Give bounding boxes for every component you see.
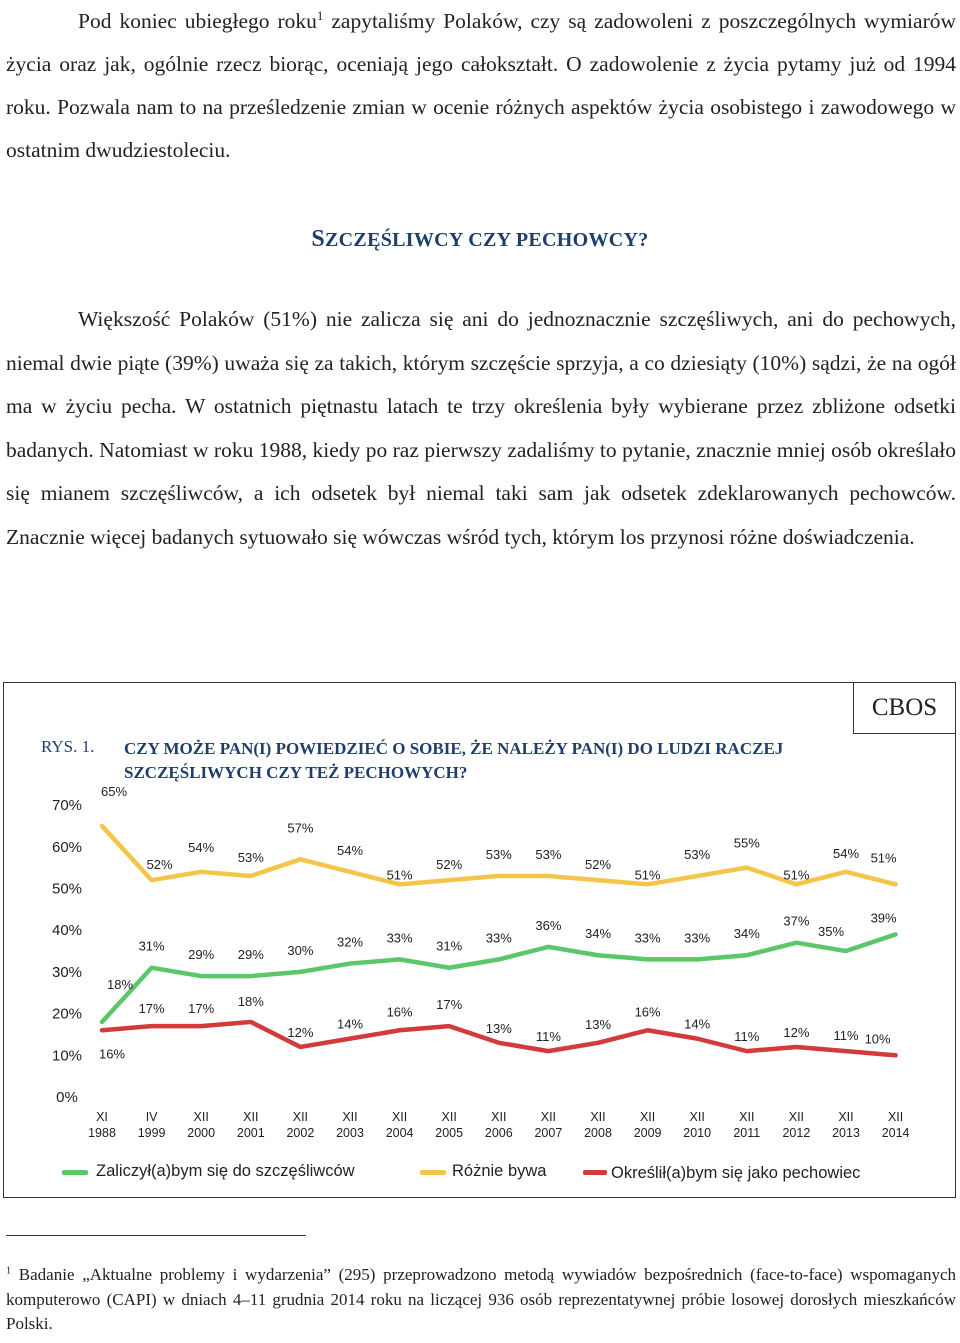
y-tick-label: 20% — [51, 1005, 83, 1023]
data-label: 17% — [436, 997, 463, 1013]
body-paragraph-text: Większość Polaków (51%) nie zalicza się ani do jednoznacznie szczęśliwych, ani do pechowych, niemal dwie piąte (39%) uważa się za takich, którym szczęście sprzyja, a co dziesiąty (10%) sądzi, że na ogół ma w życiu pecha. W ostatnich piętnastu latach te trzy określenia były wybierane przez zbliżone odsetki badanych. Natomiast w roku 1988, kiedy po raz pierwszy zadaliśmy to pytanie, znacznie mniej osób określało się mianem szczęśliwców, a ich odsetek był niemal taki sam jak odsetek zdeklarowanych pechowców. Znacznie więcej badanych sytuowało się wówczas wśród tych, którym los przynosi różne doświadczenia. — [6, 307, 956, 549]
data-label: 52% — [436, 857, 463, 873]
x-tick-month: XII — [342, 1110, 358, 1124]
data-label: 53% — [535, 846, 562, 862]
x-tick-month: XII — [639, 1110, 656, 1124]
data-label: 33% — [634, 930, 661, 946]
legend-label-unlucky: Określił(a)bym się jako pechowiec — [611, 1164, 861, 1182]
data-label: 55% — [733, 835, 760, 851]
data-label: 51% — [386, 867, 413, 883]
data-label: 30% — [287, 942, 314, 958]
y-tick-label: 10% — [51, 1047, 83, 1065]
data-label: 37% — [783, 913, 810, 929]
legend-label-happy: Zaliczył(a)bym się do szczęśliwców — [96, 1162, 355, 1180]
data-label: 34% — [584, 926, 612, 942]
data-label: 31% — [138, 938, 165, 954]
x-tick-month: XI — [96, 1110, 108, 1124]
x-tick-year: 2007 — [534, 1126, 563, 1140]
data-label: 53% — [485, 846, 512, 862]
data-label: 53% — [237, 849, 264, 865]
data-label: 39% — [870, 910, 897, 926]
y-tick-label: 60% — [51, 838, 83, 856]
intro-text-b: zapytaliśmy Polaków, czy są zadowoleni z poszczególnych wymiarów życia oraz jak, ogólnie rzecz biorąc, oceniają jego całokształt. O zadowolenie z życia pytamy już od 1994 roku. Pozwala nam to na prześledzenie zmian w ocenie różnych aspektów życia osobistego i zawodowego w ostatnim dwudziestoleciu. — [6, 9, 957, 162]
section-heading-initial: S — [311, 226, 326, 252]
data-label: 51% — [783, 867, 810, 883]
x-tick-year: 2003 — [336, 1126, 364, 1140]
data-label: 13% — [485, 1020, 512, 1036]
data-label: 54% — [832, 845, 860, 861]
x-tick-year: 2010 — [683, 1126, 712, 1140]
x-tick-month: XII — [193, 1110, 209, 1124]
x-tick-year: 2011 — [733, 1126, 761, 1140]
x-tick-month: XII — [689, 1110, 705, 1124]
data-label: 12% — [287, 1024, 314, 1040]
data-label: 33% — [684, 930, 711, 946]
legend-swatch-unlucky — [583, 1170, 607, 1175]
data-label: 10% — [864, 1031, 891, 1047]
x-tick-year: 2006 — [484, 1126, 513, 1140]
x-tick-year: 2002 — [286, 1126, 315, 1140]
x-tick-month: XII — [441, 1110, 457, 1124]
figure-title: CZY MOŻE PAN(I) POWIEDZIEĆ O SOBIE, ŻE NALEŻY PAN(I) DO LUDZI RACZEJ SZCZĘŚLIWYCH CZY TEŻ PECHOWYCH? — [124, 739, 784, 782]
footnote-separator — [6, 1235, 306, 1236]
y-tick-label: 70% — [51, 797, 83, 815]
data-label: 36% — [535, 917, 562, 933]
x-tick-year: 2000 — [187, 1126, 216, 1140]
x-tick-month: XII — [540, 1110, 557, 1124]
x-tick-year: 1988 — [88, 1126, 116, 1140]
x-tick-year: 2005 — [435, 1126, 464, 1140]
data-label: 13% — [584, 1016, 612, 1032]
x-tick-year: 2008 — [584, 1126, 612, 1140]
data-label: 14% — [684, 1016, 711, 1032]
series-line — [102, 934, 896, 1022]
data-label: 32% — [336, 934, 364, 950]
data-label: 12% — [783, 1024, 810, 1040]
data-label: 57% — [287, 820, 314, 836]
x-tick-year: 2004 — [385, 1126, 414, 1140]
x-tick-month: XII — [838, 1110, 854, 1124]
y-tick-label: 30% — [51, 963, 83, 981]
data-label: 11% — [734, 1029, 760, 1045]
data-label: 31% — [436, 938, 463, 954]
data-label: 65% — [100, 783, 128, 799]
data-label: 11% — [535, 1029, 561, 1045]
section-heading-rest: ZCZĘŚLIWCY CZY PECHOWCY? — [325, 229, 649, 251]
data-label: 52% — [146, 857, 173, 873]
legend-swatch-happy — [62, 1170, 88, 1175]
cbos-badge: CBOS — [853, 682, 956, 734]
legend-swatch-mixed — [420, 1170, 446, 1175]
data-label: 18% — [106, 976, 134, 992]
data-label: 29% — [237, 947, 264, 963]
data-label: 16% — [634, 1004, 661, 1020]
x-tick-year: 2012 — [782, 1126, 811, 1140]
data-label: 35% — [817, 924, 845, 940]
footnote — [6, 1263, 956, 1337]
data-label: 33% — [485, 930, 512, 946]
data-label: 51% — [870, 850, 897, 866]
data-label: 51% — [634, 867, 661, 883]
x-tick-month: XII — [739, 1110, 755, 1124]
intro-text-a: Pod koniec ubiegłego roku — [78, 9, 317, 33]
data-label: 53% — [684, 846, 711, 862]
footnote-number: 1 — [6, 1265, 12, 1277]
x-tick-year: 2001 — [236, 1126, 265, 1140]
data-label: 17% — [138, 1001, 165, 1017]
figure-label: RYS. 1. — [41, 737, 95, 756]
data-label: 17% — [188, 1001, 215, 1017]
x-tick-month: XII — [788, 1110, 805, 1124]
data-label: 14% — [336, 1016, 364, 1032]
x-tick-month: XII — [491, 1110, 507, 1124]
legend-label-mixed: Różnie bywa — [452, 1162, 547, 1180]
x-tick-month: IV — [145, 1110, 158, 1124]
data-label: 11% — [833, 1028, 859, 1044]
footnote-ref[interactable]: 1 — [316, 8, 324, 23]
data-label: 16% — [386, 1004, 413, 1020]
x-tick-month: XII — [243, 1110, 259, 1124]
x-tick-year: 2014 — [881, 1126, 910, 1140]
footnote-text: Badanie „Aktualne problemy i wydarzenia” (295) przeprowadzono metodą wywiadów bezpośrednich (face-to-face) wspomaganych komputerowo (CAPI) w dniach 4–11 grudnia 2014 roku na liczącej 936 osób reprezentatywnej próbie losowej dorosłych mieszkańców Polski. — [6, 1265, 956, 1333]
data-label: 34% — [733, 926, 760, 942]
data-label: 18% — [237, 993, 264, 1009]
data-label: 29% — [188, 947, 215, 963]
x-tick-year: 2009 — [633, 1126, 662, 1140]
data-label: 16% — [98, 1046, 126, 1062]
data-label: 54% — [336, 842, 364, 858]
y-tick-label: 40% — [51, 922, 83, 940]
x-tick-year: 1999 — [137, 1126, 166, 1140]
data-label: 52% — [584, 857, 612, 873]
x-tick-month: XII — [292, 1110, 309, 1124]
x-tick-month: XII — [590, 1110, 606, 1124]
y-tick-label: 0% — [56, 1089, 78, 1106]
x-tick-month: XII — [391, 1110, 408, 1124]
x-tick-month: XII — [887, 1110, 904, 1124]
y-tick-label: 50% — [51, 880, 83, 898]
x-tick-year: 2013 — [832, 1126, 860, 1140]
data-label: 54% — [188, 839, 215, 855]
data-label: 33% — [386, 930, 413, 946]
